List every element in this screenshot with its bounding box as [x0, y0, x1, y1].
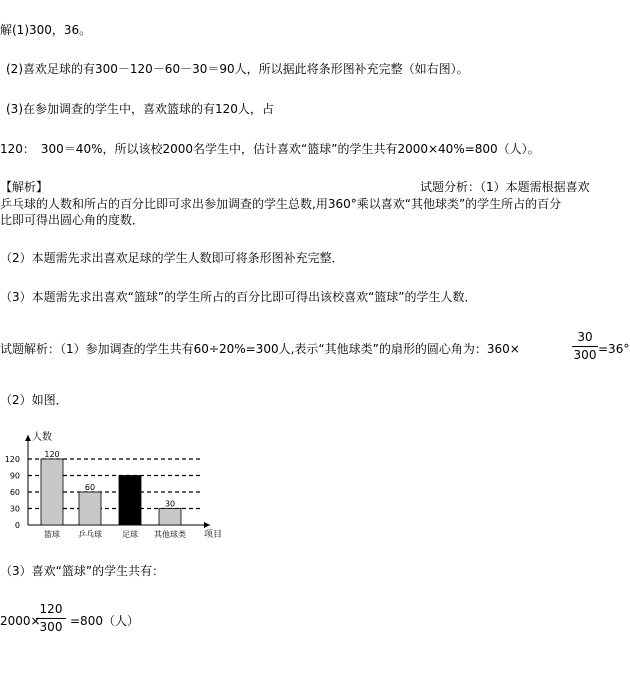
answer-line-2: (2)喜欢足球的有300－120－60－30＝90人，所以据此将条形图补充完整（如右图）。	[6, 62, 469, 76]
fraction-denominator: 300	[573, 348, 597, 362]
analysis-line-2: 乒乓球的人数和所占的百分比即可求出参加调查的学生总数,用360°乘以喜欢“其他球类”的学生所占的百分	[0, 197, 562, 211]
bar-足球	[119, 476, 141, 526]
x-axis-arrow	[204, 522, 210, 528]
y-tick-label: 0	[14, 521, 20, 530]
bar-乒乓球	[79, 492, 101, 525]
bar-value-label: 30	[164, 499, 176, 509]
analysis-title: 【解析】	[0, 180, 49, 194]
analysis-line-4: （2）本题需先求出喜欢足球的学生人数即可将条形图补充完整．	[0, 251, 344, 265]
x-category-label: 足球	[122, 530, 138, 539]
answer-line-4: 120： 300＝40%，所以该校2000名学生中，估计喜欢“篮球”的学生共有2000×40%=800（人）。	[0, 142, 540, 156]
y-tick-label: 30	[9, 504, 20, 514]
x-axis-label: 项目	[204, 530, 223, 540]
bar-其他球类	[159, 509, 181, 526]
solution-line-2: （2）如图．	[0, 393, 68, 407]
bar-篮球	[41, 459, 63, 525]
fraction-30-over-300	[572, 330, 598, 363]
fraction-numerator: 120	[39, 602, 63, 616]
bar-chart	[0, 425, 240, 545]
solution-line-1: 试题解析：（1）参加调查的学生共有60÷20%=300人,表示“其他球类”的扇形的圆心角为：360×	[0, 342, 520, 356]
y-tick-label: 90	[9, 471, 20, 481]
answer-line-3: (3)在参加调查的学生中，喜欢篮球的有120人，占	[6, 102, 274, 116]
fraction-120-over-300	[36, 602, 66, 635]
answer-line-1: 解(1)300，36。	[0, 23, 92, 37]
y-axis-arrow	[25, 435, 31, 441]
fraction-bar	[572, 346, 598, 347]
y-tick-label: 120	[4, 455, 20, 464]
y-axis-label: 人数	[32, 432, 52, 443]
y-tick-label: 60	[9, 488, 20, 497]
analysis-line-5: （3）本题需先求出喜欢“篮球”的学生所占的百分比即可得出该校喜欢“篮球”的学生人数．	[0, 290, 477, 304]
solution-line-4: 2000×	[0, 614, 41, 628]
fraction-numerator: 30	[577, 330, 593, 344]
fraction-bar	[36, 618, 66, 619]
solution-line-3: （3）喜欢“篮球”的学生共有：	[0, 564, 165, 578]
analysis-line-3: 比即可得出圆心角的度数．	[0, 213, 145, 227]
solution-line-1-result: =36°	[598, 342, 630, 356]
x-category-label: 其他球类	[154, 530, 186, 539]
fraction-denominator: 300	[39, 620, 63, 634]
x-category-label: 乒乓球	[78, 530, 102, 539]
bar-value-label: 120	[44, 450, 60, 459]
solution-line-4-result: =800（人）	[70, 614, 139, 628]
analysis-intro: 试题分析：（1）本题需根据喜欢	[420, 180, 590, 194]
x-category-label: 篮球	[44, 530, 60, 539]
bar-value-label: 60	[84, 483, 96, 492]
